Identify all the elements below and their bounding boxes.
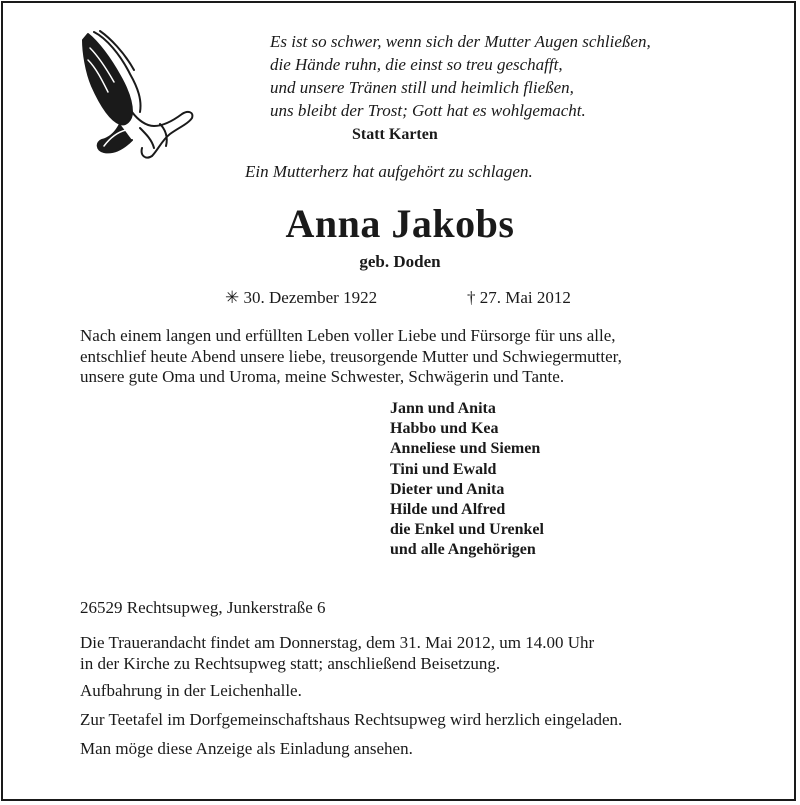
mourner: Dieter und Anita bbox=[390, 480, 505, 498]
mourner: Anneliese und Siemen bbox=[390, 440, 541, 458]
poem-line: die Hände ruhn, die einst so treu geschafft, bbox=[270, 55, 563, 74]
poem-line: und unsere Tränen still und heimlich fließen, bbox=[270, 78, 574, 97]
deceased-name: Anna Jakobs bbox=[285, 201, 515, 246]
mourner: Jann und Anita bbox=[390, 400, 496, 417]
mourner: und alle Angehörigen bbox=[390, 541, 536, 559]
address: 26529 Rechtsupweg, Junkerstraße 6 bbox=[80, 598, 326, 617]
announcement-paragraph bbox=[80, 326, 622, 388]
paragraph-line: unsere gute Oma und Uroma, meine Schwester, Schwägerin und Tante. bbox=[80, 367, 565, 386]
poem-line: uns bleibt der Trost; Gott hat es wohlgemacht. bbox=[270, 101, 586, 120]
praying-hands-icon bbox=[80, 28, 195, 160]
mutterherz-line: Ein Mutterherz hat aufgehört zu schlagen. bbox=[245, 162, 533, 181]
mourner: Hilde und Alfred bbox=[390, 500, 506, 518]
birth-date: ✳ 30. Dezember 1922 bbox=[225, 288, 378, 307]
statt-karten: Statt Karten bbox=[352, 126, 438, 143]
service-line: in der Kirche zu Rechtsupweg statt; anschließend Beisetzung. bbox=[80, 653, 501, 673]
mourner: die Enkel und Urenkel bbox=[390, 521, 544, 539]
service-line: Die Trauerandacht findet am Donnerstag, dem 31. Mai 2012, um 14.00 Uhr bbox=[80, 633, 595, 652]
poem-line: Es ist so schwer, wenn sich der Mutter Augen schließen, bbox=[270, 32, 651, 51]
paragraph-line: Nach einem langen und erfüllten Leben voller Liebe und Fürsorge für uns alle, bbox=[80, 326, 616, 345]
viewing-info: Aufbahrung in der Leichenhalle. bbox=[80, 681, 302, 700]
mourners-list bbox=[390, 399, 544, 561]
death-date: † 27. Mai 2012 bbox=[467, 288, 571, 307]
maiden-name: geb. Doden bbox=[359, 252, 441, 271]
mourner: Habbo und Kea bbox=[390, 420, 499, 438]
poem bbox=[270, 30, 651, 122]
paragraph-line: entschlief heute Abend unsere liebe, treusorgende Mutter und Schwiegermutter, bbox=[80, 346, 622, 366]
service-info bbox=[80, 633, 594, 674]
mourner: Tini und Ewald bbox=[390, 460, 497, 478]
invitation-note: Man möge diese Anzeige als Einladung ansehen. bbox=[80, 739, 413, 758]
tea-invitation: Zur Teetafel im Dorfgemeinschaftshaus Rechtsupweg wird herzlich eingeladen. bbox=[80, 710, 623, 729]
